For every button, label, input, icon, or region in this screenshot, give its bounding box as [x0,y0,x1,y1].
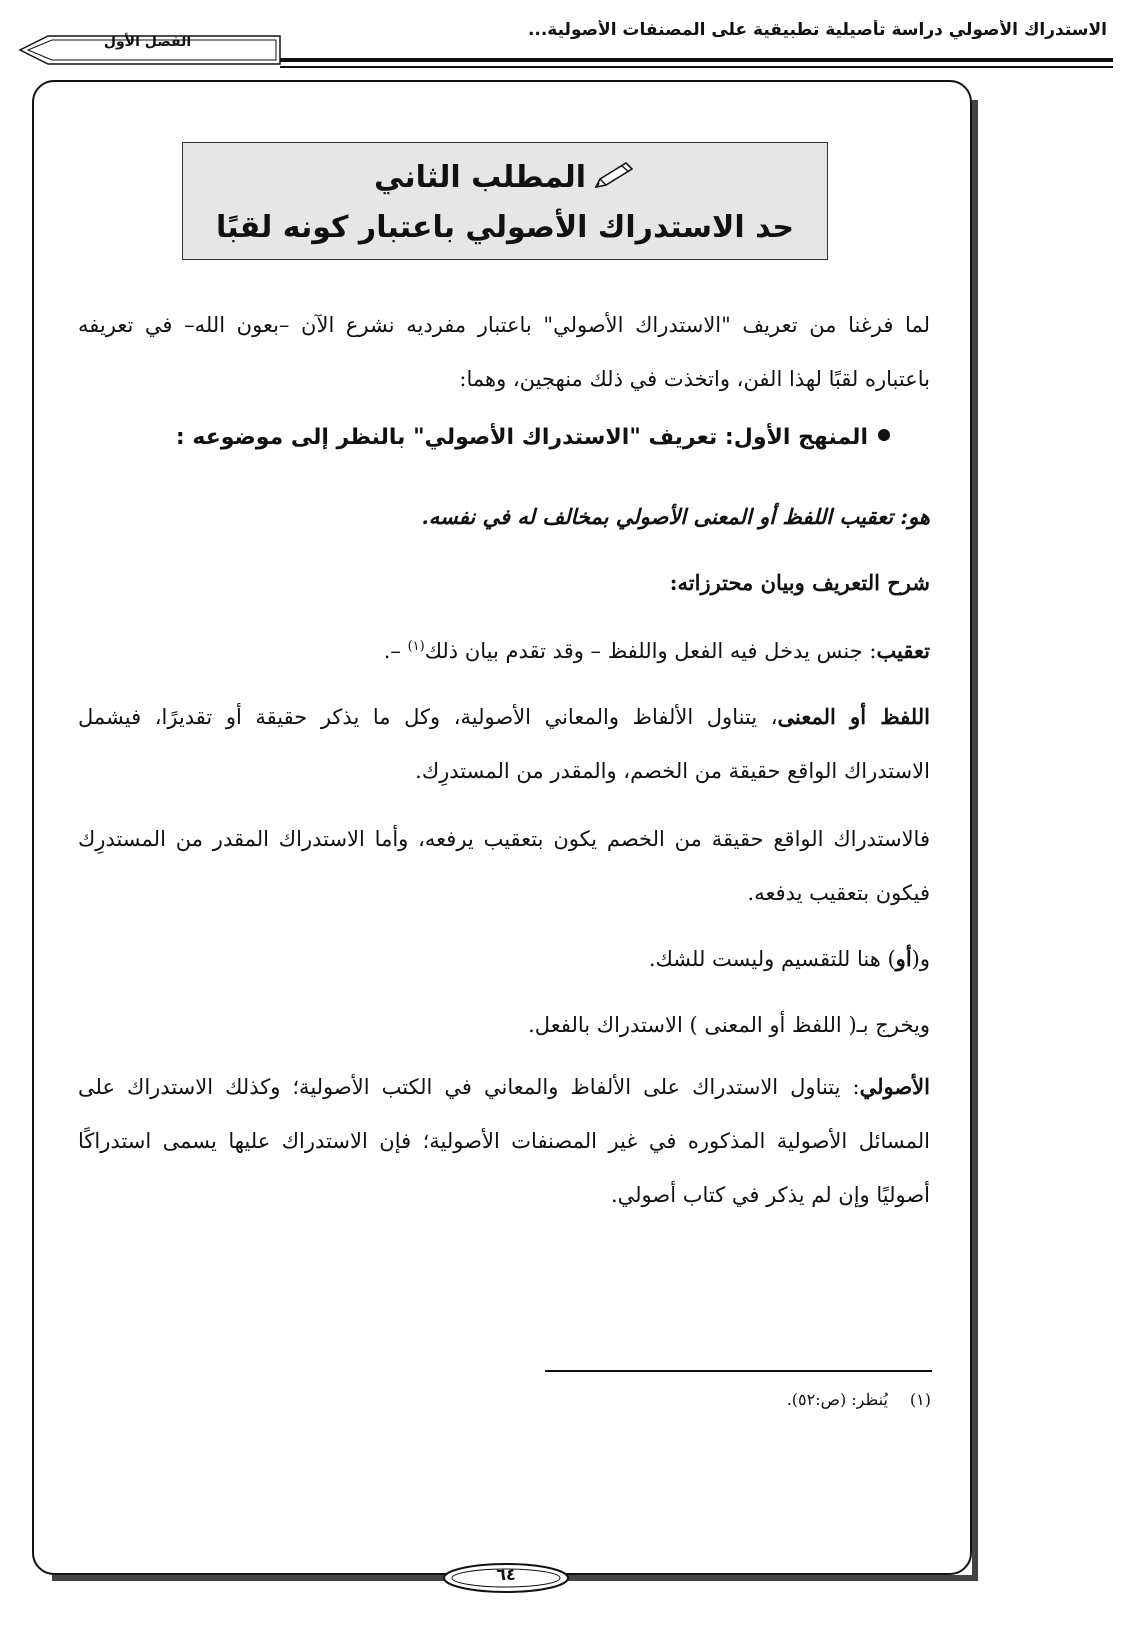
chapter-label: الفصل الأول [103,34,192,50]
method-heading [150,425,890,450]
section-title-line1 [183,153,827,203]
paragraph-khasm: فالاستدراك الواقع حقيقة من الخصم يكون بتعقيب يرفعه، وأما الاستدراك المقدر من المستدرِك فيكون بتعقيب يدفعه. [78,827,930,905]
paragraph-text: : يتناول الاستدراك على الألفاظ والمعاني في الكتب الأصولية؛ وكذلك الاستدراك على المسائل الأصولية المذكوره في غير المصنفات الأصولية؛ فإن الاستدراك عليها يسمى استدراكًا أصوليًا وإن لم يذكر في كتاب أصولي. [78,1075,930,1207]
section-title-text: المطلب الثاني [373,160,586,195]
footnote [787,1390,931,1409]
page-number: ٦٤ [496,1565,516,1584]
paragraph-usuli [78,1060,972,1222]
bullet-icon [878,429,890,441]
footnote-text: يُنظر: (ص:٥٢). [786,1390,888,1409]
paragraph-taqib [78,624,972,678]
frame-shadow [972,100,978,1580]
paragraph-text: : جنس يدخل فيه الفعل واللفظ – وقد تقدم بيان ذلك [424,639,877,663]
paragraph-text: ، يتناول الألفاظ والمعاني الأصولية، وكل ما يذكر حقيقة أو تقديرًا، فيشمل الاستدراك الواقع حقيقة من الخصم، والمقدر من المستدرِك. [78,705,930,783]
footnote-rule [545,1370,932,1372]
header-rule-thin [280,66,1113,68]
section-title-box [182,142,828,260]
header-rule [280,58,1113,62]
pencil-icon [592,161,636,191]
paragraph-lafz [78,690,972,798]
explanation-heading: شرح التعريف وبيان محترزاته: [669,570,930,595]
paragraph-end: –. [383,639,408,663]
section-title-line2: حد الاستدراك الأصولي باعتبار كونه لقبًا [215,210,795,245]
paragraph-yakhruj: ويخرج بـ( اللفظ أو المعنى ) الاستدراك بالفعل. [528,1013,930,1037]
definition: هو: تعقيب اللفظ أو المعنى الأصولي بمخالف له في نفسه. [421,504,930,529]
intro-paragraph: لما فرغنا من تعريف "الاستدراك الأصولي" باعتبار مفرديه نشرع الآن –بعون الله– في تعريفه باعتباره لقبًا لهذا الفن، واتخذت في ذلك منهجين، وهما: [78,313,930,391]
paragraph-end: ) هنا للتقسيم وليست للشك. [648,947,896,971]
footnote-number: (١) [909,1390,931,1409]
term-aw: أو [895,946,912,971]
term-taqib: تعقيب [876,638,930,663]
term-lafz: اللفظ أو المعنى [777,704,930,729]
running-title: الاستدراك الأصولي دراسة تأصيلية تطبيقية على المصنفات الأصولية... [527,20,1107,40]
method-heading-text: المنهج الأول: تعريف "الاستدراك الأصولي" بالنظر إلى موضوعه : [175,425,868,450]
paragraph-start: و( [911,947,930,971]
footnote-ref[interactable]: (١) [407,639,425,654]
term-usuli: الأصولي [859,1074,930,1099]
paragraph-aw [78,932,972,986]
